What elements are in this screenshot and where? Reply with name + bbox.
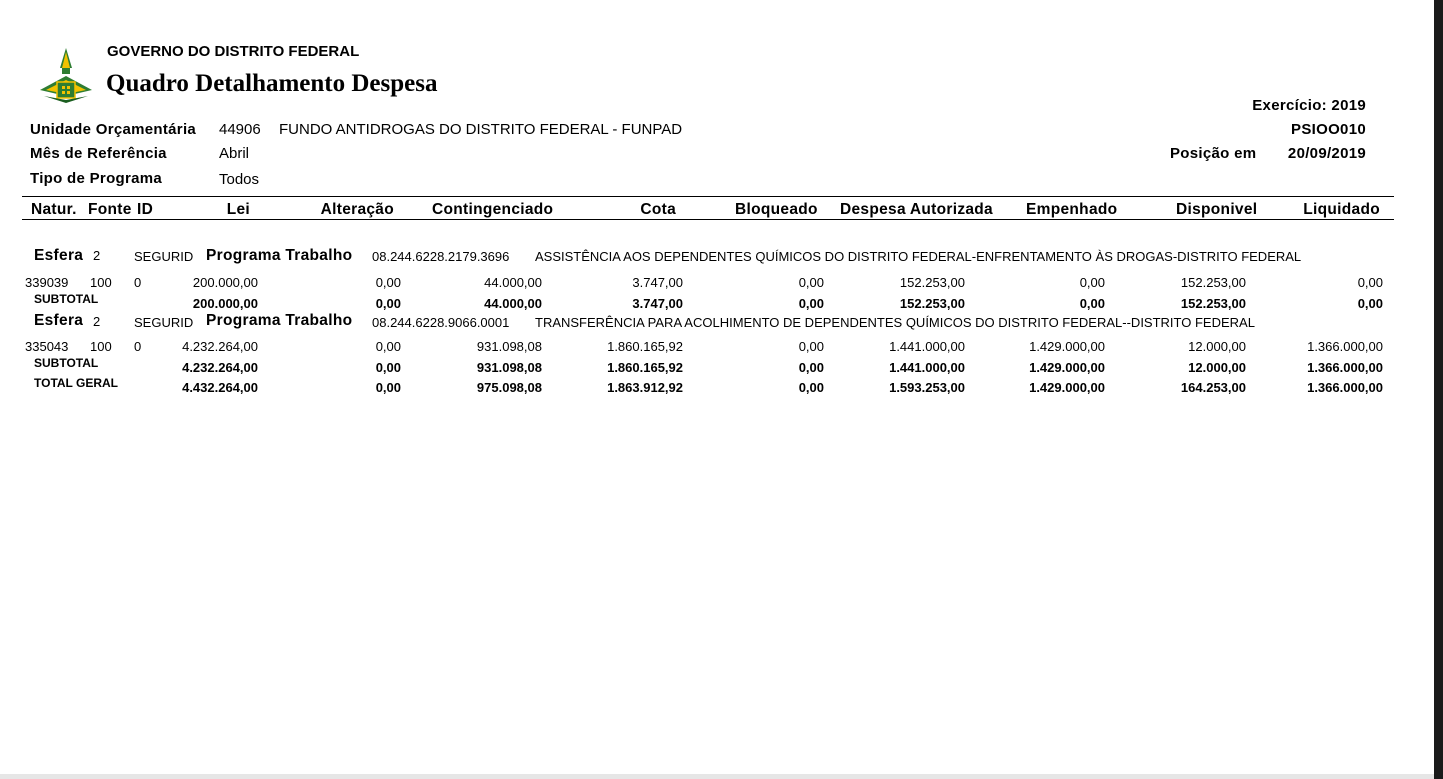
total-bloqueado: 0,00 bbox=[798, 380, 824, 395]
row-despesa-autorizada: 152.253,00 bbox=[899, 275, 965, 290]
unidade-name: FUNDO ANTIDROGAS DO DISTRITO FEDERAL - FUNPAD bbox=[279, 121, 683, 138]
gdf-coat-of-arms-icon bbox=[38, 46, 94, 104]
col-natur: Natur. bbox=[31, 201, 77, 218]
row-fonte: 100 bbox=[90, 275, 112, 290]
col-alteracao: Alteração bbox=[320, 201, 394, 218]
row-empenhado: 1.429.000,00 bbox=[1029, 339, 1105, 354]
row-lei: 4.232.264,00 bbox=[182, 339, 258, 354]
total-alteracao: 0,00 bbox=[375, 380, 401, 395]
subtotal-despesa-autorizada: 1.441.000,00 bbox=[889, 360, 965, 375]
row-empenhado: 0,00 bbox=[1079, 275, 1105, 290]
subtotal-liquidado: 0,00 bbox=[1357, 296, 1383, 311]
subtotal-alteracao: 0,00 bbox=[375, 360, 401, 375]
col-cota: Cota bbox=[640, 201, 676, 218]
col-contingenciado: Contingenciado bbox=[432, 201, 554, 218]
total-disponivel: 164.253,00 bbox=[1180, 380, 1246, 395]
row-natur: 335043 bbox=[25, 339, 69, 354]
subtotal-empenhado: 1.429.000,00 bbox=[1029, 360, 1105, 375]
total-cota: 1.863.912,92 bbox=[607, 380, 683, 395]
row-natur: 339039 bbox=[25, 275, 69, 290]
subtotal-cota: 3.747,00 bbox=[632, 296, 683, 311]
subtotal-bloqueado: 0,00 bbox=[798, 360, 824, 375]
subtotal-lei: 200.000,00 bbox=[192, 296, 258, 311]
programa-trabalho-label: Programa Trabalho bbox=[206, 312, 353, 329]
col-despesa-autorizada: Despesa Autorizada bbox=[840, 201, 993, 218]
row-cota: 3.747,00 bbox=[632, 275, 683, 290]
esfera-label: Esfera bbox=[34, 247, 84, 264]
total-liquidado: 1.366.000,00 bbox=[1307, 380, 1383, 395]
total-contingenciado: 975.098,08 bbox=[476, 380, 542, 395]
programa-code: 08.244.6228.2179.3696 bbox=[372, 249, 510, 264]
posicao-label: Posição em bbox=[1170, 145, 1257, 162]
subtotal-liquidado: 1.366.000,00 bbox=[1307, 360, 1383, 375]
tipo-value: Todos bbox=[219, 171, 260, 188]
col-id: ID bbox=[137, 201, 154, 218]
unidade-code: 44906 bbox=[219, 121, 261, 138]
programa-code: 08.244.6228.9066.0001 bbox=[372, 315, 510, 330]
unidade-label: Unidade Orçamentária bbox=[30, 121, 197, 138]
subtotal-contingenciado: 44.000,00 bbox=[484, 296, 542, 311]
row-despesa-autorizada: 1.441.000,00 bbox=[889, 339, 965, 354]
row-bloqueado: 0,00 bbox=[798, 339, 824, 354]
col-lei: Lei bbox=[226, 201, 250, 218]
mes-label: Mês de Referência bbox=[30, 145, 167, 162]
row-id: 0 bbox=[134, 339, 142, 354]
subtotal-lei: 4.232.264,00 bbox=[182, 360, 258, 375]
esfera-value: 2 bbox=[93, 314, 101, 329]
row-disponivel: 152.253,00 bbox=[1180, 275, 1246, 290]
row-liquidado: 1.366.000,00 bbox=[1307, 339, 1383, 354]
col-bloqueado: Bloqueado bbox=[735, 201, 818, 218]
esfera-tipo: SEGURID bbox=[134, 315, 194, 330]
report-code: PSIOO010 bbox=[1291, 121, 1366, 138]
subtotal-label: SUBTOTAL bbox=[34, 356, 99, 370]
subtotal-label: SUBTOTAL bbox=[34, 292, 99, 306]
posicao-date: 20/09/2019 bbox=[1287, 145, 1366, 162]
subtotal-cota: 1.860.165,92 bbox=[607, 360, 683, 375]
row-alteracao: 0,00 bbox=[375, 275, 401, 290]
subtotal-despesa-autorizada: 152.253,00 bbox=[899, 296, 965, 311]
subtotal-empenhado: 0,00 bbox=[1079, 296, 1105, 311]
esfera-label: Esfera bbox=[34, 312, 84, 329]
esfera-tipo: SEGURID bbox=[134, 249, 194, 264]
row-bloqueado: 0,00 bbox=[798, 275, 824, 290]
row-id: 0 bbox=[134, 275, 142, 290]
col-liquidado: Liquidado bbox=[1303, 201, 1380, 218]
programa-desc: TRANSFERÊNCIA PARA ACOLHIMENTO DE DEPENDENTES QUÍMICOS DO DISTRITO FEDERAL--DISTRITO FEDERAL bbox=[535, 315, 1255, 330]
subtotal-contingenciado: 931.098,08 bbox=[476, 360, 542, 375]
subtotal-disponivel: 152.253,00 bbox=[1180, 296, 1246, 311]
header-top-rule bbox=[22, 196, 1394, 197]
viewer-bottom-border bbox=[0, 774, 1434, 779]
row-contingenciado: 931.098,08 bbox=[476, 339, 542, 354]
total-geral-label: TOTAL GERAL bbox=[34, 376, 118, 390]
total-lei: 4.432.264,00 bbox=[182, 380, 258, 395]
report-title: Quadro Detalhamento Despesa bbox=[106, 70, 438, 97]
esfera-value: 2 bbox=[93, 248, 101, 263]
header-bottom-rule bbox=[22, 219, 1394, 220]
exercicio: Exercício: 2019 bbox=[1252, 97, 1366, 114]
col-disponivel: Disponivel bbox=[1176, 201, 1258, 218]
row-contingenciado: 44.000,00 bbox=[484, 275, 542, 290]
programa-trabalho-label: Programa Trabalho bbox=[206, 247, 353, 264]
subtotal-disponivel: 12.000,00 bbox=[1188, 360, 1246, 375]
subtotal-alteracao: 0,00 bbox=[375, 296, 401, 311]
viewer-right-border bbox=[1434, 0, 1443, 779]
col-empenhado: Empenhado bbox=[1026, 201, 1118, 218]
tipo-label: Tipo de Programa bbox=[30, 170, 163, 187]
total-despesa-autorizada: 1.593.253,00 bbox=[889, 380, 965, 395]
row-alteracao: 0,00 bbox=[375, 339, 401, 354]
total-empenhado: 1.429.000,00 bbox=[1029, 380, 1105, 395]
row-disponivel: 12.000,00 bbox=[1188, 339, 1246, 354]
row-lei: 200.000,00 bbox=[192, 275, 258, 290]
programa-desc: ASSISTÊNCIA AOS DEPENDENTES QUÍMICOS DO DISTRITO FEDERAL-ENFRENTAMENTO ÀS DROGAS-DISTRITO FEDERAL bbox=[535, 249, 1302, 264]
org-name: GOVERNO DO DISTRITO FEDERAL bbox=[107, 43, 360, 60]
mes-value: Abril bbox=[219, 145, 250, 162]
subtotal-bloqueado: 0,00 bbox=[798, 296, 824, 311]
row-cota: 1.860.165,92 bbox=[607, 339, 683, 354]
col-fonte: Fonte bbox=[88, 201, 132, 218]
row-fonte: 100 bbox=[90, 339, 112, 354]
row-liquidado: 0,00 bbox=[1357, 275, 1383, 290]
